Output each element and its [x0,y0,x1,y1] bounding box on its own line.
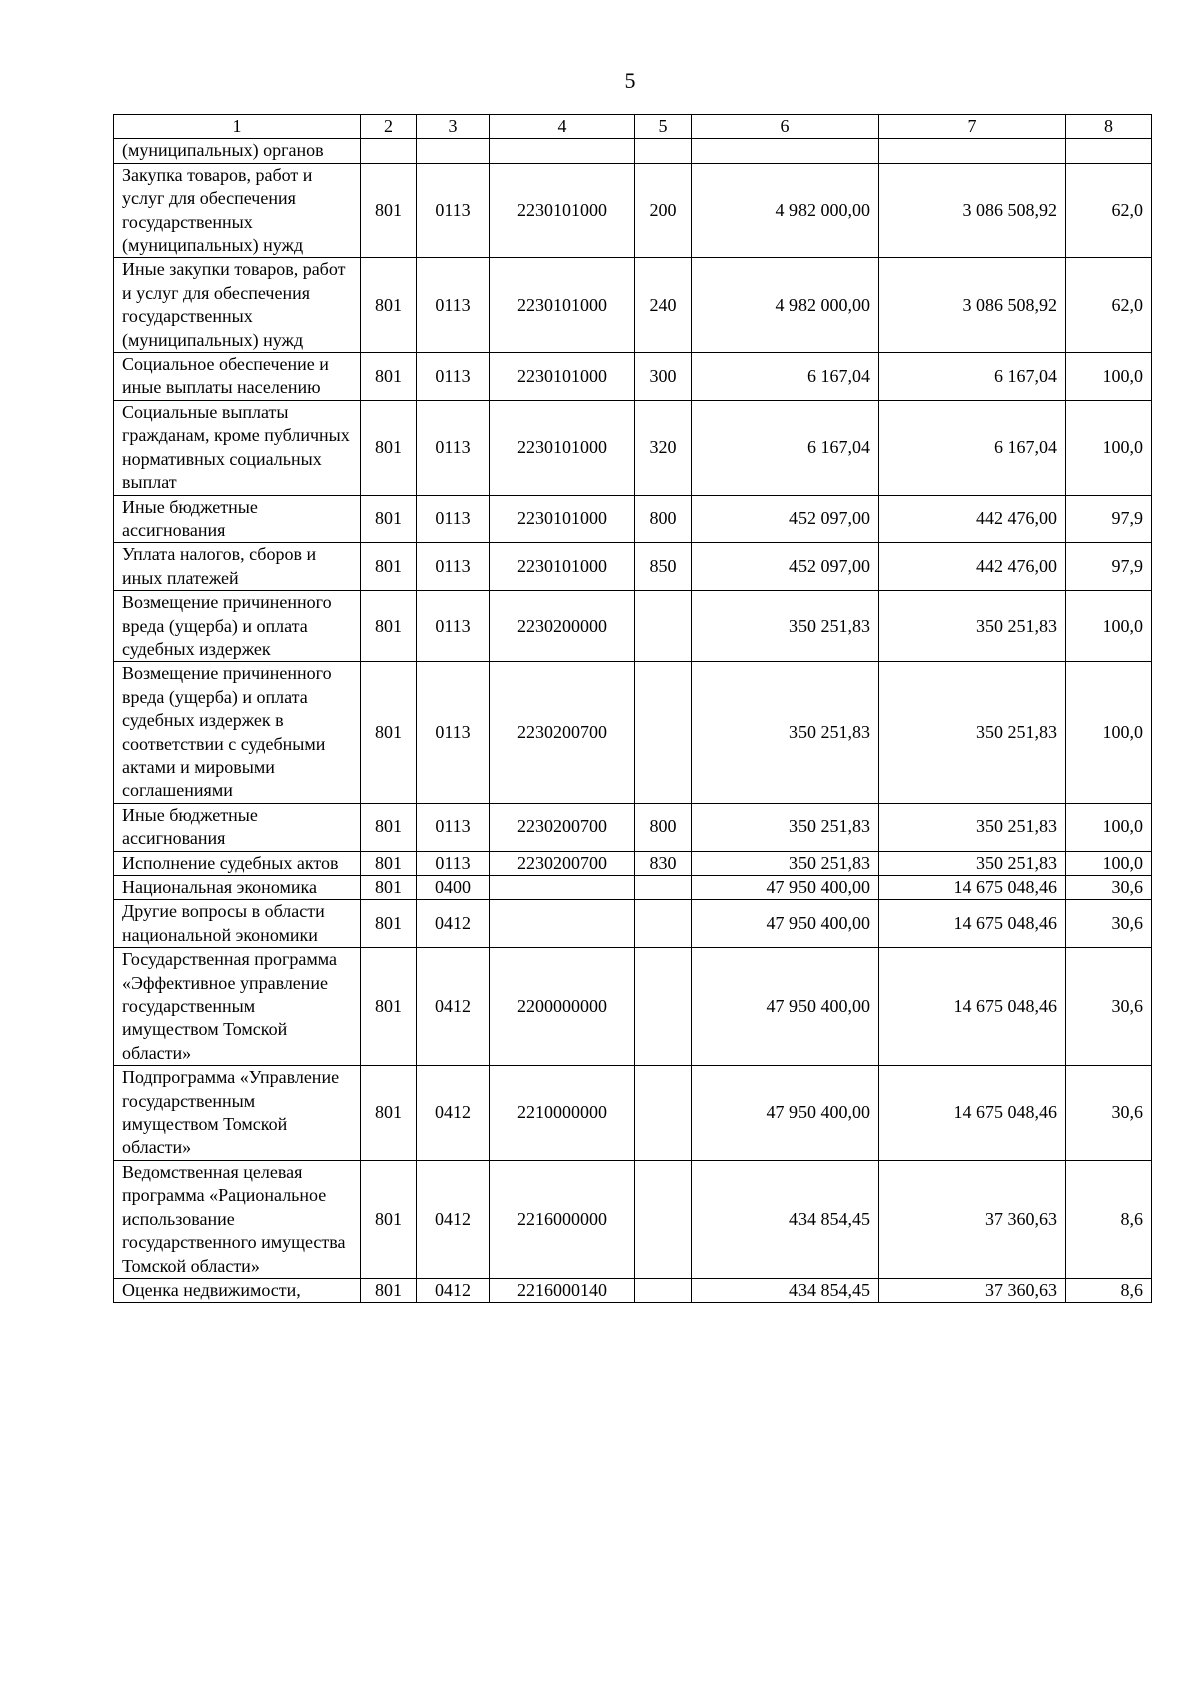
header-cell: 1 [114,115,361,139]
section-code-cell: 0113 [417,495,490,543]
row-name-cell: Национальная экономика [114,876,361,900]
expense-type-cell [635,876,692,900]
percent-cell: 97,9 [1066,495,1152,543]
admin-code-cell: 801 [361,851,417,875]
admin-code-cell [361,139,417,163]
actual-amount-cell: 37 360,63 [879,1278,1066,1302]
section-code-cell: 0113 [417,163,490,258]
section-code-cell: 0412 [417,900,490,948]
percent-cell: 8,6 [1066,1278,1152,1302]
expense-type-cell: 320 [635,400,692,495]
section-code-cell: 0113 [417,258,490,353]
plan-amount-cell: 4 982 000,00 [692,163,879,258]
admin-code-cell: 801 [361,662,417,803]
plan-amount-cell: 47 950 400,00 [692,876,879,900]
section-code-cell: 0412 [417,1160,490,1278]
plan-amount-cell: 4 982 000,00 [692,258,879,353]
row-name-cell: (муниципальных) органов [114,139,361,163]
expense-type-cell: 850 [635,543,692,591]
target-item-cell: 2230101000 [490,353,635,401]
actual-amount-cell: 14 675 048,46 [879,1066,1066,1161]
expense-type-cell [635,1160,692,1278]
table-row [114,900,1152,948]
percent-cell: 100,0 [1066,803,1152,851]
table-row [114,139,1152,163]
expense-type-cell: 800 [635,495,692,543]
row-name-cell: Социальное обеспечение и иные выплаты населению [114,353,361,401]
header-row [114,115,1152,139]
row-name-cell: Социальные выплаты гражданам, кроме публичных нормативных социальных выплат [114,400,361,495]
plan-amount-cell: 6 167,04 [692,400,879,495]
section-code-cell: 0113 [417,803,490,851]
row-name-cell: Возмещение причиненного вреда (ущерба) и оплата судебных издержек [114,591,361,662]
plan-amount-cell [692,139,879,163]
admin-code-cell: 801 [361,1066,417,1161]
plan-amount-cell: 47 950 400,00 [692,948,879,1066]
section-code-cell: 0113 [417,353,490,401]
target-item-cell: 2230200700 [490,662,635,803]
table-row [114,495,1152,543]
admin-code-cell: 801 [361,543,417,591]
percent-cell: 62,0 [1066,163,1152,258]
plan-amount-cell: 452 097,00 [692,495,879,543]
row-name-cell: Иные бюджетные ассигнования [114,803,361,851]
percent-cell: 8,6 [1066,1160,1152,1278]
percent-cell: 30,6 [1066,948,1152,1066]
expense-type-cell [635,900,692,948]
section-code-cell: 0113 [417,543,490,591]
target-item-cell: 2230101000 [490,495,635,543]
plan-amount-cell: 434 854,45 [692,1160,879,1278]
actual-amount-cell: 442 476,00 [879,495,1066,543]
percent-cell: 100,0 [1066,353,1152,401]
actual-amount-cell: 350 251,83 [879,803,1066,851]
admin-code-cell: 801 [361,400,417,495]
expense-type-cell: 800 [635,803,692,851]
actual-amount-cell: 14 675 048,46 [879,948,1066,1066]
percent-cell: 62,0 [1066,258,1152,353]
table-row [114,1066,1152,1161]
admin-code-cell: 801 [361,258,417,353]
actual-amount-cell: 37 360,63 [879,1160,1066,1278]
row-name-cell: Возмещение причиненного вреда (ущерба) и оплата судебных издержек в соответствии с судебными актами и мировыми соглашениями [114,662,361,803]
actual-amount-cell: 3 086 508,92 [879,258,1066,353]
expense-type-cell: 200 [635,163,692,258]
table-row [114,591,1152,662]
admin-code-cell: 801 [361,495,417,543]
section-code-cell: 0400 [417,876,490,900]
expense-type-cell [635,139,692,163]
percent-cell: 30,6 [1066,1066,1152,1161]
target-item-cell: 2230101000 [490,543,635,591]
actual-amount-cell: 6 167,04 [879,353,1066,401]
admin-code-cell: 801 [361,591,417,662]
table-body [114,139,1152,1303]
expense-type-cell: 300 [635,353,692,401]
admin-code-cell: 801 [361,1278,417,1302]
row-name-cell: Иные бюджетные ассигнования [114,495,361,543]
percent-cell [1066,139,1152,163]
section-code-cell: 0113 [417,662,490,803]
percent-cell: 100,0 [1066,400,1152,495]
target-item-cell [490,900,635,948]
percent-cell: 100,0 [1066,851,1152,875]
admin-code-cell: 801 [361,900,417,948]
row-name-cell: Оценка недвижимости, [114,1278,361,1302]
expense-type-cell [635,591,692,662]
target-item-cell: 2230200000 [490,591,635,662]
table-row [114,662,1152,803]
actual-amount-cell: 6 167,04 [879,400,1066,495]
expense-type-cell [635,1278,692,1302]
actual-amount-cell: 14 675 048,46 [879,900,1066,948]
table-row [114,353,1152,401]
target-item-cell [490,139,635,163]
actual-amount-cell: 14 675 048,46 [879,876,1066,900]
percent-cell: 30,6 [1066,876,1152,900]
plan-amount-cell: 350 251,83 [692,851,879,875]
percent-cell: 97,9 [1066,543,1152,591]
target-item-cell [490,876,635,900]
section-code-cell: 0412 [417,1066,490,1161]
table-row [114,851,1152,875]
plan-amount-cell: 47 950 400,00 [692,900,879,948]
header-cell: 2 [361,115,417,139]
row-name-cell: Иные закупки товаров, работ и услуг для обеспечения государственных (муниципальных) нужд [114,258,361,353]
table-row [114,258,1152,353]
table-row [114,1160,1152,1278]
plan-amount-cell: 434 854,45 [692,1278,879,1302]
section-code-cell: 0113 [417,591,490,662]
target-item-cell: 2230101000 [490,163,635,258]
admin-code-cell: 801 [361,876,417,900]
table-row [114,803,1152,851]
percent-cell: 30,6 [1066,900,1152,948]
target-item-cell: 2210000000 [490,1066,635,1161]
table-row [114,163,1152,258]
expense-type-cell [635,662,692,803]
row-name-cell: Другие вопросы в области национальной экономики [114,900,361,948]
table-row [114,543,1152,591]
percent-cell: 100,0 [1066,662,1152,803]
plan-amount-cell: 452 097,00 [692,543,879,591]
header-cell: 4 [490,115,635,139]
target-item-cell: 2230200700 [490,803,635,851]
target-item-cell: 2200000000 [490,948,635,1066]
plan-amount-cell: 47 950 400,00 [692,1066,879,1161]
header-cell: 8 [1066,115,1152,139]
expense-type-cell [635,1066,692,1161]
table-row [114,400,1152,495]
target-item-cell: 2216000000 [490,1160,635,1278]
header-cell: 3 [417,115,490,139]
section-code-cell: 0113 [417,851,490,875]
admin-code-cell: 801 [361,1160,417,1278]
row-name-cell: Государственная программа «Эффективное управление государственным имуществом Томской области» [114,948,361,1066]
plan-amount-cell: 350 251,83 [692,803,879,851]
expense-type-cell: 240 [635,258,692,353]
table-row [114,948,1152,1066]
plan-amount-cell: 6 167,04 [692,353,879,401]
target-item-cell: 2230200700 [490,851,635,875]
target-item-cell: 2230101000 [490,400,635,495]
row-name-cell: Ведомственная целевая программа «Рациональное использование государственного имущества Томской области» [114,1160,361,1278]
row-name-cell: Закупка товаров, работ и услуг для обеспечения государственных (муниципальных) нужд [114,163,361,258]
actual-amount-cell [879,139,1066,163]
budget-table [113,114,1152,1303]
target-item-cell: 2216000140 [490,1278,635,1302]
plan-amount-cell: 350 251,83 [692,662,879,803]
actual-amount-cell: 350 251,83 [879,591,1066,662]
expense-type-cell [635,948,692,1066]
percent-cell: 100,0 [1066,591,1152,662]
plan-amount-cell: 350 251,83 [692,591,879,662]
actual-amount-cell: 350 251,83 [879,851,1066,875]
header-cell: 5 [635,115,692,139]
section-code-cell: 0113 [417,400,490,495]
actual-amount-cell: 350 251,83 [879,662,1066,803]
row-name-cell: Уплата налогов, сборов и иных платежей [114,543,361,591]
row-name-cell: Подпрограмма «Управление государственным имуществом Томской области» [114,1066,361,1161]
admin-code-cell: 801 [361,803,417,851]
admin-code-cell: 801 [361,163,417,258]
section-code-cell: 0412 [417,1278,490,1302]
row-name-cell: Исполнение судебных актов [114,851,361,875]
header-cell: 6 [692,115,879,139]
section-code-cell [417,139,490,163]
table-row [114,1278,1152,1302]
admin-code-cell: 801 [361,353,417,401]
header-cell: 7 [879,115,1066,139]
expense-type-cell: 830 [635,851,692,875]
section-code-cell: 0412 [417,948,490,1066]
actual-amount-cell: 442 476,00 [879,543,1066,591]
admin-code-cell: 801 [361,948,417,1066]
page-number: 5 [624,68,636,93]
actual-amount-cell: 3 086 508,92 [879,163,1066,258]
target-item-cell: 2230101000 [490,258,635,353]
table-row [114,876,1152,900]
